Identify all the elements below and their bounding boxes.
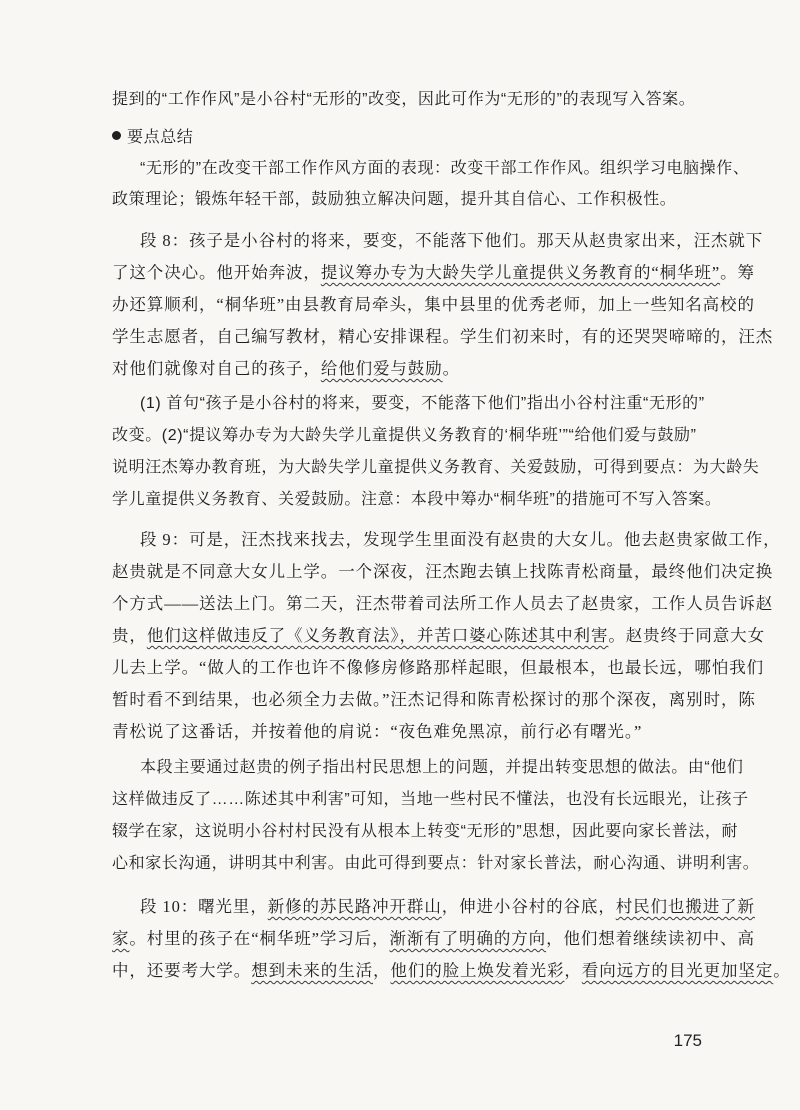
passage-text: 对他们就像对自己的孩子， (112, 359, 321, 378)
passage-line (112, 355, 702, 379)
analysis-line: 本段主要通过赵贵的例子指出村民思想上的问题，并提出转变思想的做法。由“他们 (140, 759, 744, 776)
underlined-phrase: 村民们也搬进了新 (615, 897, 755, 916)
text-line: 提到的“工作作风”是小谷村“无形的”改变，因此可作为“无形的”的表现写入答案。 (112, 91, 696, 108)
underlined-phrase: 他们这样做违反了《义务教育法》，并苦口婆心陈述其中利害 (146, 626, 609, 645)
passage-line: 赵贵就是不同意大女儿上学。一个深夜，汪杰跑去镇上找陈青松商量，最终他们决定换 (112, 562, 774, 581)
passage-text: 贵， (112, 626, 147, 645)
passage-line (112, 925, 755, 949)
analysis-line: 心和家长沟通，讲明其中利害。由此可得到要点：针对家长普法，耐心沟通、讲明利害。 (112, 855, 760, 872)
passage-text: 。 (773, 961, 791, 980)
passage-text: 。筹 (720, 263, 755, 282)
analysis-line: 辍学在家，这说明小谷村村民没有从根本上转变“无形的”思想，因此要向家长普法，耐 (112, 823, 739, 840)
passage-line: 段 8：孩子是小谷村的将来，要变，不能落下他们。那天从赵贵家出来，汪杰就下 (140, 231, 764, 250)
passage-text: ， (564, 961, 582, 980)
analysis-line: 学儿童提供义务教育、关爱鼓励。注意：本段中筹办“桐华班”的措施可不写入答案。 (112, 491, 722, 508)
underlined-phrase: 渐渐有了明确的方向 (389, 929, 547, 948)
summary-heading (112, 124, 193, 147)
passage-text: ，伸进小谷村的谷底， (441, 897, 616, 916)
passage-text: 。 (442, 359, 461, 378)
underlined-phrase: 他们的脸上焕发着光彩 (390, 961, 565, 980)
passage-line: 段 9：可是，汪杰找来找去，发现学生里面没有赵贵的大女儿。他去赵贵家做工作， (140, 530, 781, 549)
passage-text: 段 10：曙光里， (140, 897, 268, 916)
passage-line: 学生志愿者，自己编写教材，精心安排课程。学生们初来时，有的还哭哭啼啼的，汪杰 (112, 327, 774, 346)
text-line: 政策理论；锻炼年轻干部，鼓励独立解决问题，提升其自信心、工作积极性。 (112, 191, 677, 208)
passage-text: 中，还要考大学。 (112, 961, 252, 980)
passage-text: 。村里的孩子在“桐华班”学习后， (129, 929, 390, 948)
analysis-line: 改变。(2)“提议筹办专为大龄失学儿童提供义务教育的‘桐华班’”“给他们爱与鼓励” (112, 427, 697, 444)
analysis-line: 说明汪杰筹办教育班，为大龄失学儿童提供义务教育、关爱鼓励，可得到要点：为大龄失 (112, 459, 760, 476)
summary-label: 要点总结 (127, 129, 194, 146)
underlined-phrase: 给他们爱与鼓励 (320, 359, 443, 378)
underlined-phrase: 提议筹办专为大龄失学儿童提供义务教育的“桐华班” (320, 263, 721, 282)
passage-line (112, 622, 765, 646)
passage-line (112, 259, 755, 283)
bullet-icon (112, 131, 121, 140)
passage-line: 办还算顺利，“桐华班”由县教育局牵头，集中县里的优秀老师，加上一些知名高校的 (112, 295, 755, 314)
underlined-phrase: 新修的苏民路冲开群山 (267, 897, 442, 916)
analysis-line: (1) 首句“孩子是小谷村的将来，要变，不能落下他们”指出小谷村注重“无形的” (140, 395, 705, 412)
analysis-line: 这样做违反了……陈述其中利害”可知，当地一些村民不懂法，也没有长远眼光，让孩子 (112, 791, 749, 808)
passage-line: 儿去上学。“做人的工作也许不像修房修路那样起眼，但最根本，也最长远，哪怕我们 (112, 658, 765, 677)
passage-line (140, 893, 755, 917)
passage-text: ，他们想着继续读初中、高 (546, 929, 755, 948)
underlined-phrase: 想到未来的生活 (251, 961, 374, 980)
passage-text: 了这个决心。他开始奔波， (112, 263, 321, 282)
passage-line: 个方式——送法上门。第二天，汪杰带着司法所工作人员去了赵贵家，工作人员告诉赵 (112, 594, 774, 613)
text-line: “无形的”在改变干部工作作风方面的表现：改变干部工作作风。组织学习电脑操作、 (140, 160, 750, 177)
page-number: 175 (673, 1031, 702, 1050)
passage-line: 青松说了这番话，并按着他的肩说：“夜色难免黑凉，前行必有曙光。” (112, 722, 643, 741)
passage-text: ， (373, 961, 391, 980)
passage-line: 暂时看不到结果，也必须全力去做。”汪杰记得和陈青松探讨的那个深夜，离别时，陈 (112, 690, 756, 709)
underlined-phrase: 看向远方的目光更加坚定 (581, 961, 774, 980)
passage-line (112, 957, 791, 981)
passage-text: 。赵贵终于同意大女 (608, 626, 765, 645)
underlined-phrase: 家 (112, 929, 130, 948)
